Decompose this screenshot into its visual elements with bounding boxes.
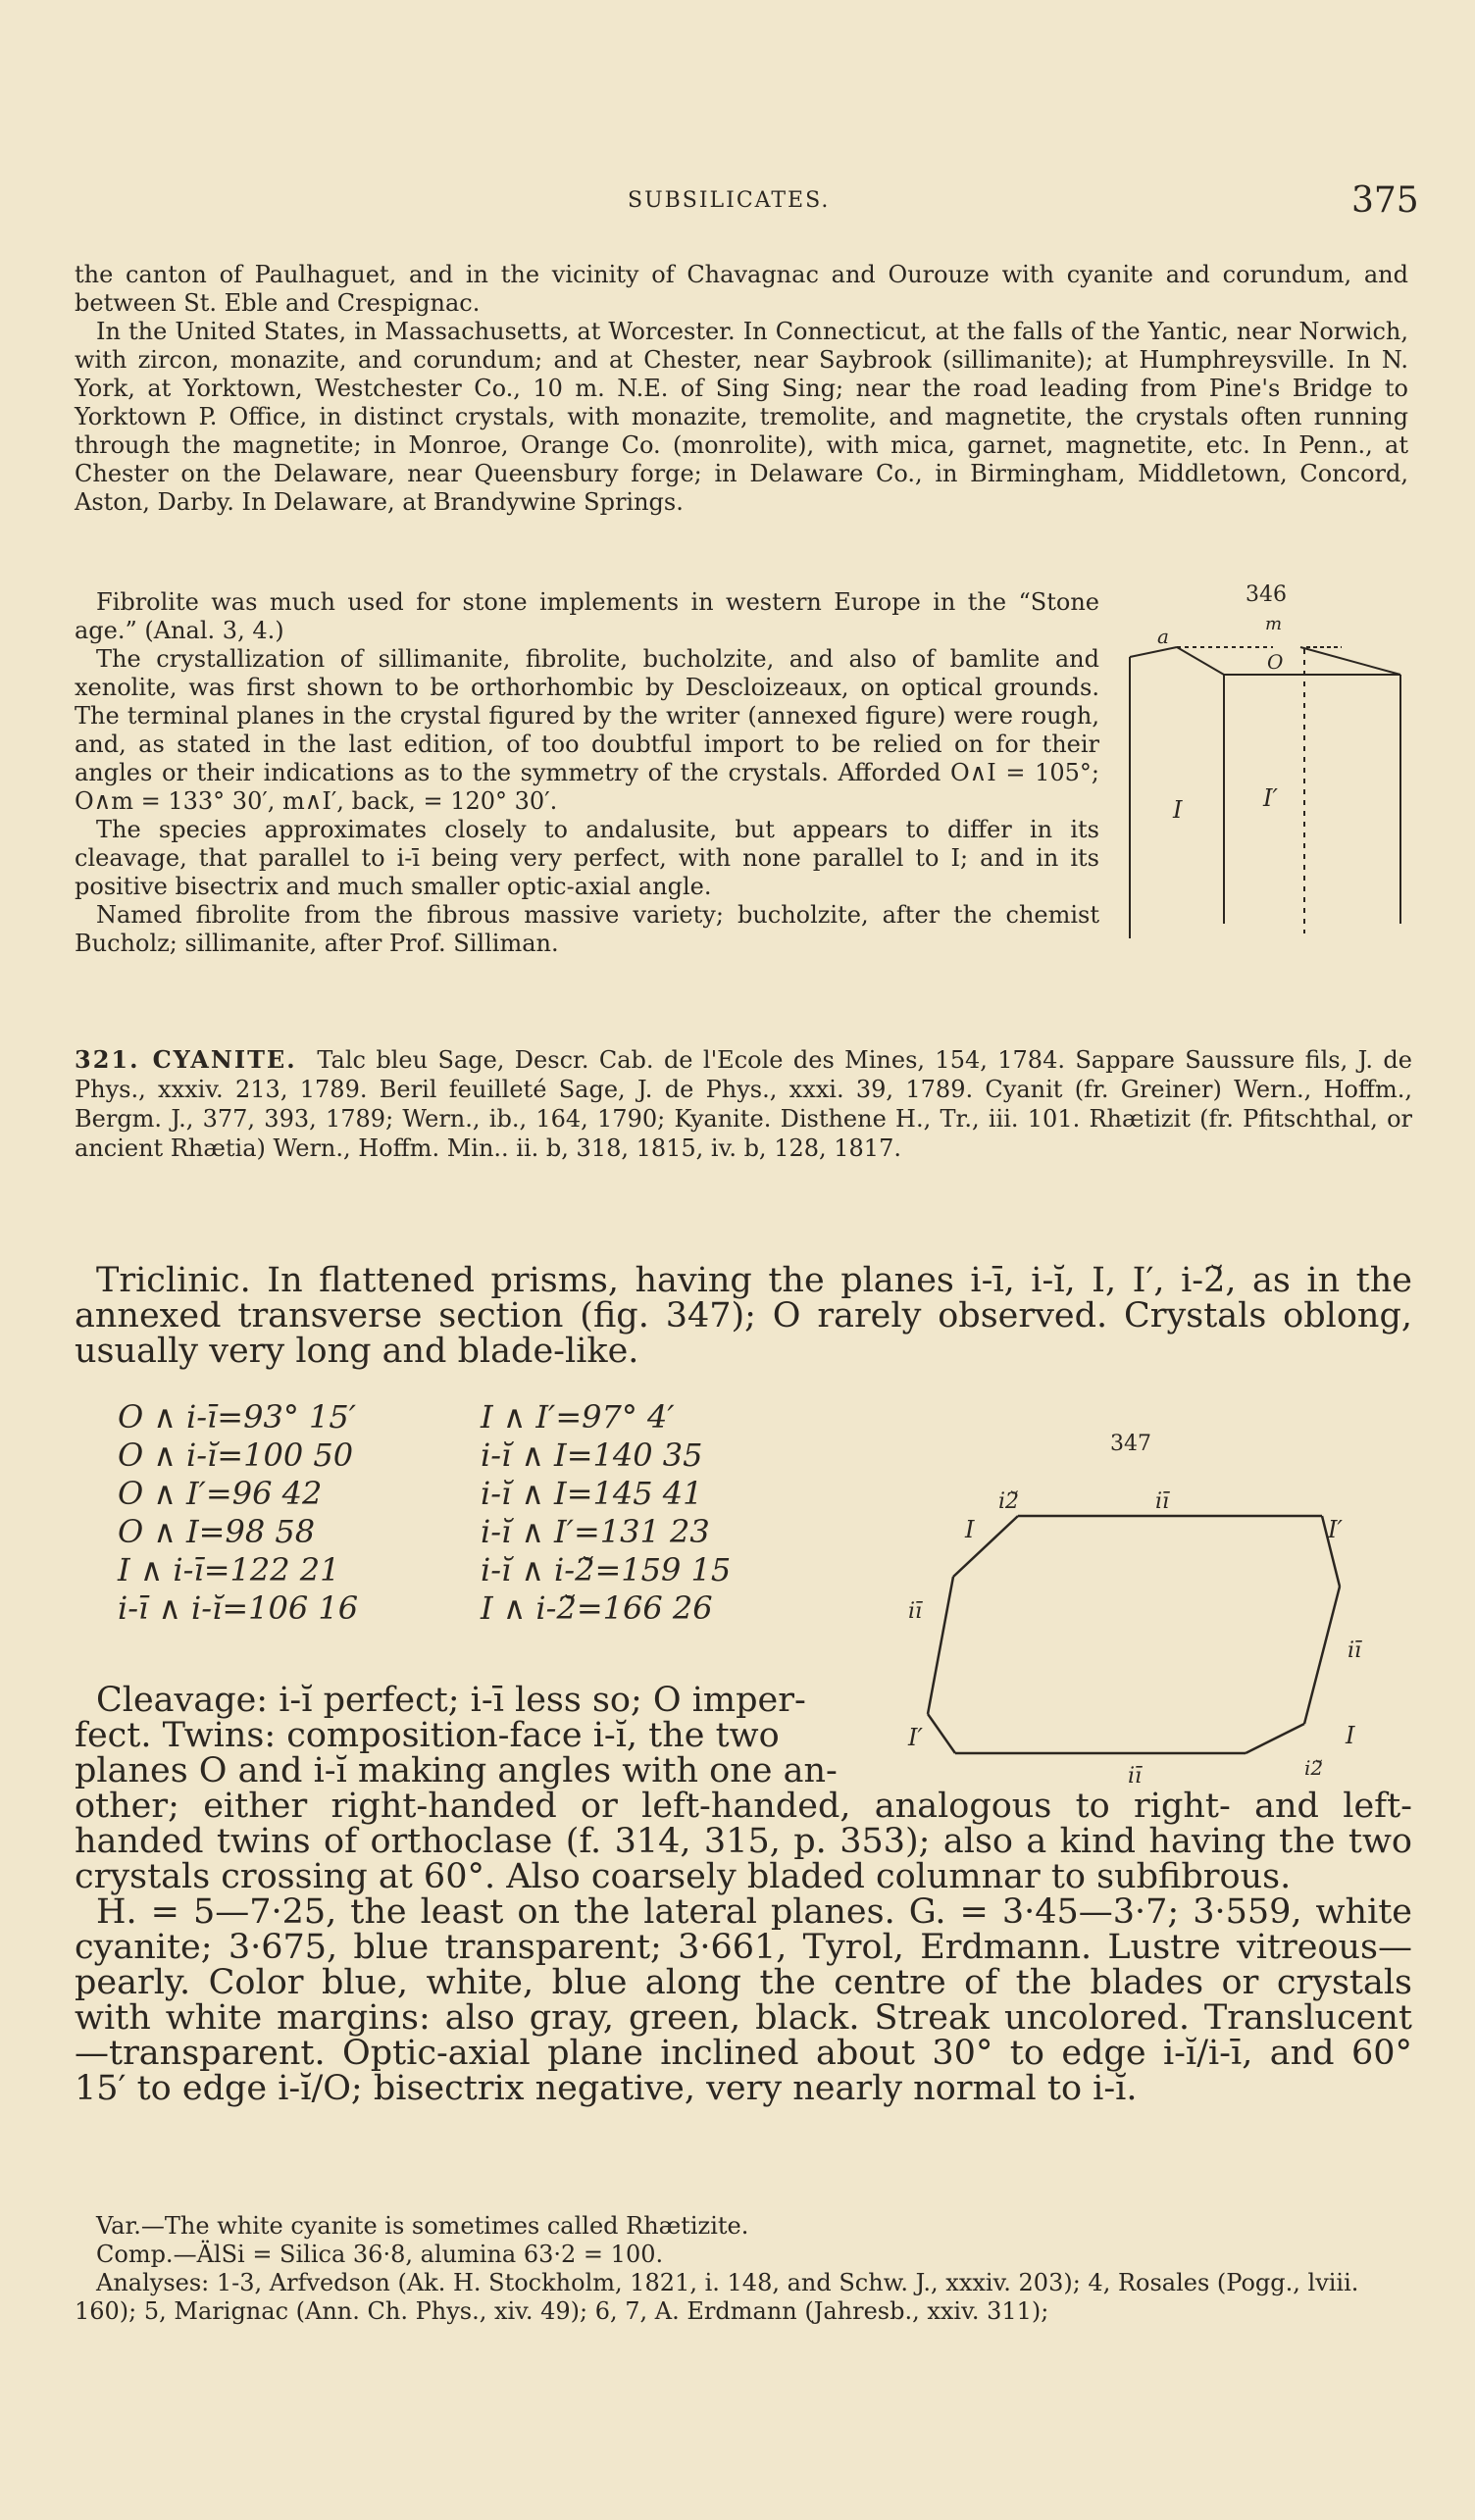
cleavage-line-2: fect. Twins: composition-face i-ĭ, the two [75, 1716, 780, 1755]
figure-347 [892, 1471, 1422, 1804]
fig347-label-ii-left: iī [908, 1599, 923, 1624]
fig346-label-i: I [1173, 796, 1183, 824]
intro-text [75, 261, 1408, 517]
intro-paragraph-2: In the United States, in Massachusetts, at Worcester. In Connecticut, at the falls of the Yantic, near Norwich, with zircon, monazite, and corundum; and at Chester, near Saybrook (sillimanite); at Humphreysville. In N. York, at Yorktown, Westchester Co., 10 m. N.E. of Sing Sing; near the road leading from Pine's Bridge to Yorktown P. Office, in distinct crystals, with monazite, tremolite, and magnetite, the crystals often running through the magnetite; in Monroe, Orange Co. (monrolite), with mica, garnet, magnetite, etc. In Penn., at Chester on the Delaware, near Queensbury forge; in Delaware Co., in Birmingham, Middletown, Concord, Aston, Darby. In Delaware, at Brandywine Springs. [75, 318, 1408, 516]
fig346-label-a: a [1157, 625, 1169, 648]
hardness-paragraph: H. = 5—7·25, the least on the lateral planes. G. = 3·45—3·7; 3·559, white cyanite; 3·675, blue transparent; 3·661, Tyrol, Erdmann. Lustre vitreous—pearly. Color blue, white, blue along the centre of the blades or crystals with white margins: also gray, green, black. Streak uncolored. Translucent—transparent. Optic-axial plane inclined about 30° to edge i-ĭ/i-ī, and 60° 15′ to edge i-ĭ/O; bisectrix negative, very nearly normal to i-ĭ. [75, 1892, 1412, 2108]
cleavage-line-3: planes O and i-ĭ making angles with one an- [75, 1751, 838, 1790]
composition-note: Comp.—ÄlSi = Silica 36·8, alumina 63·2 = 100. [96, 2241, 664, 2268]
page-number: 375 [1351, 180, 1419, 221]
cleavage-line-1: Cleavage: i-ĭ perfect; i-ī less so; O imper- [96, 1681, 806, 1720]
fig347-label-ii-top: iī [1155, 1489, 1170, 1514]
cleavage-narrow [75, 1683, 889, 1789]
fig347-label-ii-bottom: iī [1128, 1764, 1143, 1789]
fibrolite-text [75, 588, 1099, 958]
fig347-label-i-top-left: I [965, 1516, 975, 1543]
fibrolite-paragraph-4: Named fibrolite from the fibrous massive variety; bucholzite, after the chemist Bucholz; sillimanite, after Prof. Silliman. [75, 901, 1099, 957]
cleavage-wide [75, 1789, 1412, 2106]
figure-347-number: 347 [1110, 1432, 1151, 1456]
fig347-label-i-bottom-right: I [1346, 1722, 1355, 1749]
fig347-lower-left-edge [928, 1714, 955, 1753]
angle-row: i-ĭ ∧ I=145 41 [481, 1475, 703, 1512]
triclinic-paragraph [75, 1263, 1412, 1369]
fig346-label-o: O [1267, 650, 1284, 674]
fig347-label-i-prime-top-right: I′ [1328, 1516, 1343, 1543]
intro-paragraph-1: the canton of Paulhaguet, and in the vicinity of Chavagnac and Ourouze with cyanite and corundum, and between St. Eble and Crespignac. [75, 261, 1408, 317]
running-head-title: SUBSILICATES. [628, 188, 831, 213]
angles-table-right [481, 1398, 731, 1628]
variety-note: Var.—The white cyanite is sometimes called Rhætizite. [96, 2212, 749, 2240]
angle-row: i-ĭ ∧ i-2̆=159 15 [481, 1551, 732, 1588]
figure-346-number: 346 [1246, 582, 1287, 607]
fig347-lower-right-edge [1246, 1724, 1304, 1753]
fig347-upper-left-edge [953, 1516, 1018, 1577]
cyanite-synonymy-block [75, 1045, 1412, 1163]
cyanite-heading: 321. CYANITE. [75, 1045, 297, 1074]
angle-row: i-ĭ ∧ I=140 35 [481, 1436, 703, 1474]
fig346-label-i-prime: I′ [1263, 784, 1278, 812]
angle-row: I ∧ I′=97° 4′ [481, 1398, 675, 1436]
angle-row: I ∧ i-ī=122 21 [118, 1551, 340, 1588]
fig346-label-m: m [1265, 614, 1283, 634]
angles-table-left [118, 1398, 358, 1628]
fig347-label-i2-bottom: i2̆ [1304, 1756, 1324, 1780]
fig346-top-left-edge [1130, 647, 1177, 657]
notes-block [75, 2212, 1412, 2326]
angle-row: i-ī ∧ i-ĭ=106 16 [118, 1589, 359, 1627]
fig346-face-o-left [1177, 647, 1224, 675]
angle-row: O ∧ I=98 58 [118, 1513, 316, 1550]
fig346-face-o-right [1300, 647, 1400, 675]
cleavage-rest: other; either right-handed or left-handed, analogous to right- and left-handed twins of orthoclase (f. 314, 315, p. 353); also a kind having the two crystals crossing at 60°. Also coarsely bladed columnar to subfibrous. [75, 1787, 1412, 1896]
fig347-right-edge [1304, 1587, 1340, 1724]
analyses-note: Analyses: 1-3, Arfvedson (Ak. H. Stockholm, 1821, i. 148, and Schw. J., xxxiv. 203); 4, Rosales (Pogg., lviii. 160); 5, Marignac (Ann. Ch. Phys., xiv. 49); 6, 7, A. Erdmann (Jahresb., xxiv. 311); [75, 2269, 1359, 2325]
fig347-label-i-prime-bottom-left: I′ [908, 1724, 923, 1751]
angle-row: i-ĭ ∧ I′=131 23 [481, 1513, 710, 1550]
fibrolite-paragraph-3: The species approximates closely to andalusite, but appears to differ in its cleavage, that parallel to i-ī being very perfect, with none parallel to I; and in its positive bisectrix and much smaller optic-axial angle. [75, 816, 1099, 900]
fibrolite-paragraph-1: Fibrolite was much used for stone implements in western Europe in the “Stone age.” (Anal. 3, 4.) [75, 588, 1099, 644]
angle-row: O ∧ i-ī=93° 15′ [118, 1398, 356, 1436]
triclinic-text: Triclinic. In flattened prisms, having the planes i-ī, i-ĭ, I, I′, i-2̆, as in the annexed transverse section (fig. 347); O rarely observed. Crystals oblong, usually very long and blade-like. [75, 1261, 1412, 1371]
angle-row: O ∧ i-ĭ=100 50 [118, 1436, 354, 1474]
fig347-left-edge [928, 1577, 953, 1714]
fig347-label-i2-top: i2̆ [998, 1489, 1020, 1514]
cyanite-synonymy: Talc bleu Sage, Descr. Cab. de l'Ecole des Mines, 154, 1784. Sappare Saussure fils, J. de Phys., xxxiv. 213, 1789. Beril feuilleté Sage, J. de Phys., xxxi. 39, 1789. Cyanit (fr. Greiner) Wern., Hoffm., Bergm. J., 377, 393, 1789; Wern., ib., 164, 1790; Kyanite. Disthene H., Tr., iii. 101. Rhætizit (fr. Pfitschthal, or ancient Rhætia) Wern., Hoffm. Min.. ii. b, 318, 1815, iv. b, 128, 1817. [75, 1046, 1412, 1162]
angle-row: O ∧ I′=96 42 [118, 1475, 323, 1512]
angle-row: I ∧ i-2̆=166 26 [481, 1589, 713, 1627]
figure-346 [1118, 610, 1412, 973]
fig347-label-ii-right: iī [1348, 1638, 1362, 1663]
fibrolite-paragraph-2: The crystallization of sillimanite, fibrolite, bucholzite, and also of bamlite and xenolite, was first shown to be orthorhombic by Descloizeaux, on optical grounds. The terminal planes in the crystal figured by the writer (annexed figure) were rough, and, as stated in the last edition, of too doubtful import to be relied on for their angles or their indications as to the symmetry of the crystals. Afforded O∧I = 105°; O∧m = 133° 30′, m∧I′, back, = 120° 30′. [75, 645, 1099, 815]
